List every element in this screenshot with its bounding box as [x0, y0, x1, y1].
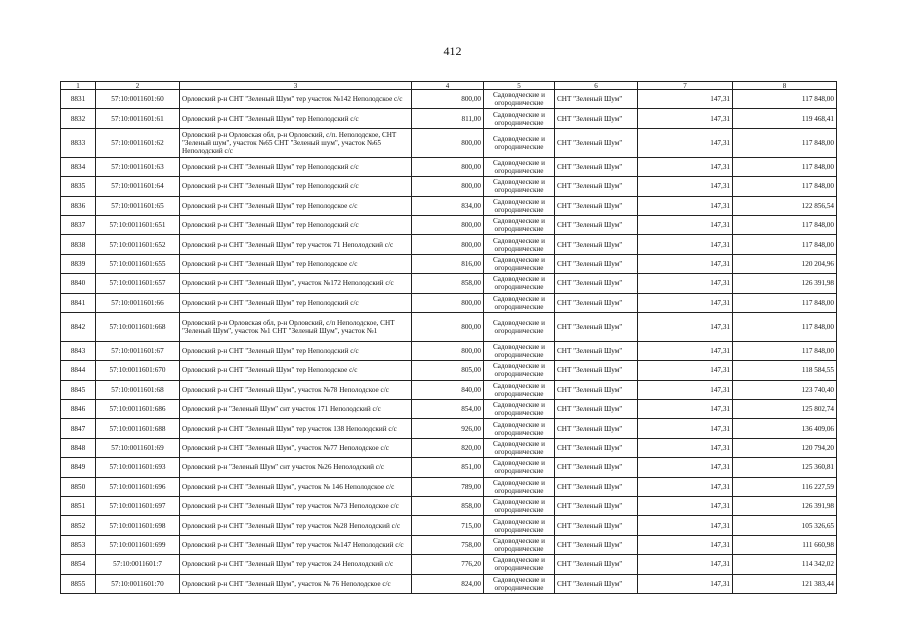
land-use-cell: Садоводческие и огороднические	[484, 128, 555, 157]
row-number-cell: 8844	[61, 361, 96, 380]
land-use-cell: Садоводческие и огороднические	[484, 477, 555, 496]
cadastral-value-cell: 118 584,55	[733, 361, 837, 380]
column-header: 3	[180, 82, 412, 90]
land-use-cell: Садоводческие и огороднические	[484, 196, 555, 215]
row-number-cell: 8833	[61, 128, 96, 157]
address-cell: Орловский р-н СНТ "Зеленый Шум" тер Неполодское с/с	[180, 196, 412, 215]
area-cell: 811,00	[412, 109, 484, 128]
cadastral-number-cell: 57:10:0011601:60	[96, 90, 180, 109]
land-use-cell: Садоводческие и огороднические	[484, 157, 555, 176]
cadastral-value-cell: 117 848,00	[733, 128, 837, 157]
cadastral-number-cell: 57:10:0011601:651	[96, 215, 180, 234]
page-number: 412	[443, 44, 462, 58]
owner-cell: СНТ "Зеленый Шум"	[555, 438, 638, 457]
row-number-cell: 8849	[61, 458, 96, 477]
land-use-cell: Садоводческие и огороднические	[484, 438, 555, 457]
row-number-cell: 8845	[61, 380, 96, 399]
rate-cell: 147,31	[638, 128, 733, 157]
cadastral-number-cell: 57:10:0011601:64	[96, 177, 180, 196]
owner-cell: СНТ "Зеленый Шум"	[555, 380, 638, 399]
cadastral-number-cell: 57:10:0011601:62	[96, 128, 180, 157]
area-cell: 840,00	[412, 380, 484, 399]
cadastral-number-cell: 57:10:0011601:68	[96, 380, 180, 399]
table-row	[61, 177, 837, 196]
address-cell: Орловский р-н СНТ "Зеленый Шум" тер участок №142 Неполодское с/с	[180, 90, 412, 109]
owner-cell: СНТ "Зеленый Шум"	[555, 458, 638, 477]
area-cell: 789,00	[412, 477, 484, 496]
cadastral-number-cell: 57:10:0011601:657	[96, 274, 180, 293]
table-row	[61, 341, 837, 360]
address-cell: Орловский р-н СНТ "Зеленый Шум" тер участок №73 Неполодское с/с	[180, 497, 412, 516]
land-use-cell: Садоводческие и огороднические	[484, 458, 555, 477]
cadastral-value-cell: 123 740,40	[733, 380, 837, 399]
registry-table	[60, 81, 837, 594]
cadastral-number-cell: 57:10:0011601:698	[96, 516, 180, 535]
cadastral-number-cell: 57:10:0011601:688	[96, 419, 180, 438]
table-row	[61, 274, 837, 293]
owner-cell: СНТ "Зеленый Шум"	[555, 361, 638, 380]
rate-cell: 147,31	[638, 497, 733, 516]
cadastral-number-cell: 57:10:0011601:693	[96, 458, 180, 477]
address-cell: Орловский р-н СНТ "Зеленый Шум" тер участок №28 Неполодский с/с	[180, 516, 412, 535]
column-header: 6	[555, 82, 638, 90]
table-row	[61, 555, 837, 574]
row-number-cell: 8847	[61, 419, 96, 438]
rate-cell: 147,31	[638, 109, 733, 128]
rate-cell: 147,31	[638, 312, 733, 341]
cadastral-number-cell: 57:10:0011601:63	[96, 157, 180, 176]
land-use-cell: Садоводческие и огороднические	[484, 177, 555, 196]
row-number-cell: 8838	[61, 235, 96, 254]
owner-cell: СНТ "Зеленый Шум"	[555, 293, 638, 312]
rate-cell: 147,31	[638, 380, 733, 399]
cadastral-number-cell: 57:10:0011601:696	[96, 477, 180, 496]
row-number-cell: 8846	[61, 400, 96, 419]
cadastral-value-cell: 117 848,00	[733, 177, 837, 196]
area-cell: 834,00	[412, 196, 484, 215]
land-use-cell: Садоводческие и огороднические	[484, 254, 555, 273]
row-number-cell: 8852	[61, 516, 96, 535]
rate-cell: 147,31	[638, 574, 733, 593]
row-number-cell: 8842	[61, 312, 96, 341]
cadastral-value-cell: 125 360,81	[733, 458, 837, 477]
owner-cell: СНТ "Зеленый Шум"	[555, 235, 638, 254]
rate-cell: 147,31	[638, 458, 733, 477]
rate-cell: 147,31	[638, 254, 733, 273]
table-row	[61, 254, 837, 273]
cadastral-number-cell: 57:10:0011601:67	[96, 341, 180, 360]
owner-cell: СНТ "Зеленый Шум"	[555, 419, 638, 438]
address-cell: Орловский р-н СНТ "Зеленый Шум", участок №77 Неполодское с/с	[180, 438, 412, 457]
land-use-cell: Садоводческие и огороднические	[484, 215, 555, 234]
cadastral-number-cell: 57:10:0011601:7	[96, 555, 180, 574]
cadastral-value-cell: 122 856,54	[733, 196, 837, 215]
table-row	[61, 477, 837, 496]
cadastral-value-cell: 120 794,20	[733, 438, 837, 457]
area-cell: 858,00	[412, 497, 484, 516]
land-use-cell: Садоводческие и огороднические	[484, 293, 555, 312]
table-row	[61, 215, 837, 234]
rate-cell: 147,31	[638, 177, 733, 196]
row-number-cell: 8848	[61, 438, 96, 457]
row-number-cell: 8836	[61, 196, 96, 215]
land-use-cell: Садоводческие и огороднические	[484, 380, 555, 399]
table-row	[61, 516, 837, 535]
cadastral-number-cell: 57:10:0011601:699	[96, 535, 180, 554]
cadastral-number-cell: 57:10:0011601:65	[96, 196, 180, 215]
cadastral-value-cell: 117 848,00	[733, 215, 837, 234]
land-use-cell: Садоводческие и огороднические	[484, 341, 555, 360]
area-cell: 800,00	[412, 215, 484, 234]
address-cell: Орловский р-н СНТ "Зеленый Шум" тер Неполодский с/с	[180, 109, 412, 128]
address-cell: Орловский р-н СНТ "Зеленый Шум" тер Неполодский с/с	[180, 157, 412, 176]
cadastral-number-cell: 57:10:0011601:686	[96, 400, 180, 419]
row-number-cell: 8843	[61, 341, 96, 360]
address-cell: Орловский р-н СНТ "Зеленый Шум", участок № 76 Неполодское с/с	[180, 574, 412, 593]
owner-cell: СНТ "Зеленый Шум"	[555, 177, 638, 196]
row-number-cell: 8855	[61, 574, 96, 593]
row-number-cell: 8831	[61, 90, 96, 109]
rate-cell: 147,31	[638, 341, 733, 360]
owner-cell: СНТ "Зеленый Шум"	[555, 341, 638, 360]
land-use-cell: Садоводческие и огороднические	[484, 497, 555, 516]
row-number-cell: 8837	[61, 215, 96, 234]
rate-cell: 147,31	[638, 157, 733, 176]
table-row	[61, 235, 837, 254]
land-use-cell: Садоводческие и огороднические	[484, 90, 555, 109]
owner-cell: СНТ "Зеленый Шум"	[555, 128, 638, 157]
area-cell: 816,00	[412, 254, 484, 273]
table-row	[61, 535, 837, 554]
owner-cell: СНТ "Зеленый Шум"	[555, 274, 638, 293]
rate-cell: 147,31	[638, 555, 733, 574]
land-use-cell: Садоводческие и огороднические	[484, 109, 555, 128]
cadastral-value-cell: 117 848,00	[733, 312, 837, 341]
table-row	[61, 574, 837, 593]
table-row	[61, 293, 837, 312]
land-use-cell: Садоводческие и огороднические	[484, 419, 555, 438]
cadastral-number-cell: 57:10:0011601:652	[96, 235, 180, 254]
owner-cell: СНТ "Зеленый Шум"	[555, 157, 638, 176]
area-cell: 800,00	[412, 293, 484, 312]
table-row	[61, 157, 837, 176]
address-cell: Орловский р-н СНТ "Зеленый Шум" тер Неполодское с/с	[180, 254, 412, 273]
table-row	[61, 312, 837, 341]
area-cell: 800,00	[412, 235, 484, 254]
area-cell: 758,00	[412, 535, 484, 554]
address-cell: Орловский р-н "Зеленый Шум" снт участок №26 Неполодский с/с	[180, 458, 412, 477]
land-use-cell: Садоводческие и огороднические	[484, 516, 555, 535]
row-number-cell: 8839	[61, 254, 96, 273]
rate-cell: 147,31	[638, 400, 733, 419]
owner-cell: СНТ "Зеленый Шум"	[555, 254, 638, 273]
row-number-cell: 8834	[61, 157, 96, 176]
rate-cell: 147,31	[638, 419, 733, 438]
cadastral-value-cell: 117 848,00	[733, 341, 837, 360]
area-cell: 926,00	[412, 419, 484, 438]
table-row	[61, 419, 837, 438]
rate-cell: 147,31	[638, 90, 733, 109]
table-row	[61, 400, 837, 419]
rate-cell: 147,31	[638, 215, 733, 234]
address-cell: Орловский р-н СНТ "Зеленый Шум" тер участок №147 Неполодский с/с	[180, 535, 412, 554]
cadastral-number-cell: 57:10:0011601:668	[96, 312, 180, 341]
land-use-cell: Садоводческие и огороднические	[484, 312, 555, 341]
rate-cell: 147,31	[638, 361, 733, 380]
cadastral-number-cell: 57:10:0011601:66	[96, 293, 180, 312]
column-header: 4	[412, 82, 484, 90]
address-cell: Орловский р-н СНТ "Зеленый Шум" тер Неполодский с/с	[180, 215, 412, 234]
table-row	[61, 196, 837, 215]
table-row	[61, 458, 837, 477]
table-row	[61, 109, 837, 128]
area-cell: 824,00	[412, 574, 484, 593]
owner-cell: СНТ "Зеленый Шум"	[555, 497, 638, 516]
owner-cell: СНТ "Зеленый Шум"	[555, 90, 638, 109]
cadastral-value-cell: 117 848,00	[733, 293, 837, 312]
cadastral-value-cell: 121 383,44	[733, 574, 837, 593]
address-cell: Орловский р-н СНТ "Зеленый Шум", участок №172 Неполодский с/с	[180, 274, 412, 293]
land-use-cell: Садоводческие и огороднические	[484, 535, 555, 554]
cadastral-number-cell: 57:10:0011601:670	[96, 361, 180, 380]
row-number-cell: 8835	[61, 177, 96, 196]
table-row	[61, 361, 837, 380]
owner-cell: СНТ "Зеленый Шум"	[555, 400, 638, 419]
row-number-cell: 8850	[61, 477, 96, 496]
table-row	[61, 497, 837, 516]
cadastral-value-cell: 116 227,59	[733, 477, 837, 496]
table-row	[61, 438, 837, 457]
table-row	[61, 90, 837, 109]
cadastral-value-cell: 105 326,65	[733, 516, 837, 535]
address-cell: Орловский р-н СНТ "Зеленый Шум" тер Неполодский с/с	[180, 293, 412, 312]
address-cell: Орловский р-н СНТ "Зеленый Шум" тер Неполодское с/с	[180, 361, 412, 380]
area-cell: 715,00	[412, 516, 484, 535]
owner-cell: СНТ "Зеленый Шум"	[555, 574, 638, 593]
area-cell: 800,00	[412, 90, 484, 109]
address-cell: Орловский р-н Орловская обл, р-н Орловский, с/п. Неполодское, СНТ "Зеленый шум", участок №65 СНТ "Зеленый шум", участок №65 Неполодский с/с	[180, 128, 412, 157]
column-header: 8	[733, 82, 837, 90]
area-cell: 851,00	[412, 458, 484, 477]
cadastral-value-cell: 114 342,02	[733, 555, 837, 574]
rate-cell: 147,31	[638, 235, 733, 254]
land-use-cell: Садоводческие и огороднические	[484, 574, 555, 593]
column-header: 2	[96, 82, 180, 90]
area-cell: 820,00	[412, 438, 484, 457]
row-number-cell: 8851	[61, 497, 96, 516]
row-number-cell: 8853	[61, 535, 96, 554]
area-cell: 800,00	[412, 128, 484, 157]
owner-cell: СНТ "Зеленый Шум"	[555, 555, 638, 574]
row-number-cell: 8841	[61, 293, 96, 312]
owner-cell: СНТ "Зеленый Шум"	[555, 477, 638, 496]
row-number-cell: 8840	[61, 274, 96, 293]
column-header: 5	[484, 82, 555, 90]
cadastral-number-cell: 57:10:0011601:61	[96, 109, 180, 128]
area-cell: 800,00	[412, 157, 484, 176]
cadastral-value-cell: 125 802,74	[733, 400, 837, 419]
land-use-cell: Садоводческие и огороднические	[484, 361, 555, 380]
cadastral-number-cell: 57:10:0011601:697	[96, 497, 180, 516]
owner-cell: СНТ "Зеленый Шум"	[555, 516, 638, 535]
address-cell: Орловский р-н СНТ "Зеленый Шум" тер участок 24 Неполодский с/с	[180, 555, 412, 574]
land-use-cell: Садоводческие и огороднические	[484, 235, 555, 254]
area-cell: 776,20	[412, 555, 484, 574]
column-header: 7	[638, 82, 733, 90]
owner-cell: СНТ "Зеленый Шум"	[555, 109, 638, 128]
area-cell: 800,00	[412, 341, 484, 360]
owner-cell: СНТ "Зеленый Шум"	[555, 196, 638, 215]
rate-cell: 147,31	[638, 438, 733, 457]
rate-cell: 147,31	[638, 293, 733, 312]
address-cell: Орловский р-н СНТ "Зеленый Шум" тер Неполодский с/с	[180, 177, 412, 196]
address-cell: Орловский р-н "Зеленый Шум" снт участок 171 Неполодский с/с	[180, 400, 412, 419]
row-number-cell: 8854	[61, 555, 96, 574]
column-number-header-row	[61, 82, 837, 90]
area-cell: 854,00	[412, 400, 484, 419]
cadastral-number-cell: 57:10:0011601:655	[96, 254, 180, 273]
land-use-cell: Садоводческие и огороднические	[484, 274, 555, 293]
cadastral-number-cell: 57:10:0011601:69	[96, 438, 180, 457]
address-cell: Орловский р-н Орловская обл, р-н Орловский, с/п Неполодское, СНТ "Зеленый Шум", участок №1 СНТ "Зеленый Шум", участок №1	[180, 312, 412, 341]
owner-cell: СНТ "Зеленый Шум"	[555, 535, 638, 554]
rate-cell: 147,31	[638, 196, 733, 215]
table-row	[61, 380, 837, 399]
row-number-cell: 8832	[61, 109, 96, 128]
land-use-cell: Садоводческие и огороднические	[484, 400, 555, 419]
owner-cell: СНТ "Зеленый Шум"	[555, 312, 638, 341]
address-cell: Орловский р-н СНТ "Зеленый Шум" тер участок 138 Неполодский с/с	[180, 419, 412, 438]
rate-cell: 147,31	[638, 274, 733, 293]
rate-cell: 147,31	[638, 477, 733, 496]
cadastral-value-cell: 117 848,00	[733, 235, 837, 254]
land-use-cell: Садоводческие и огороднические	[484, 555, 555, 574]
cadastral-value-cell: 136 409,06	[733, 419, 837, 438]
area-cell: 800,00	[412, 177, 484, 196]
cadastral-number-cell: 57:10:0011601:70	[96, 574, 180, 593]
address-cell: Орловский р-н СНТ "Зеленый Шум" тер Неполодский с/с	[180, 341, 412, 360]
area-cell: 800,00	[412, 312, 484, 341]
area-cell: 858,00	[412, 274, 484, 293]
address-cell: Орловский р-н СНТ "Зеленый Шум" тер участок 71 Неполодский с/с	[180, 235, 412, 254]
cadastral-value-cell: 117 848,00	[733, 157, 837, 176]
owner-cell: СНТ "Зеленый Шум"	[555, 215, 638, 234]
table-row	[61, 128, 837, 157]
cadastral-value-cell: 126 391,98	[733, 274, 837, 293]
column-header: 1	[61, 82, 96, 90]
cadastral-value-cell: 120 204,96	[733, 254, 837, 273]
rate-cell: 147,31	[638, 516, 733, 535]
address-cell: Орловский р-н СНТ "Зеленый Шум", участок №78 Неполодское с/с	[180, 380, 412, 399]
cadastral-value-cell: 111 660,98	[733, 535, 837, 554]
area-cell: 805,00	[412, 361, 484, 380]
address-cell: Орловский р-н СНТ "Зеленый Шум", участок № 146 Неполодское с/с	[180, 477, 412, 496]
cadastral-value-cell: 126 391,98	[733, 497, 837, 516]
cadastral-value-cell: 117 848,00	[733, 90, 837, 109]
cadastral-value-cell: 119 468,41	[733, 109, 837, 128]
rate-cell: 147,31	[638, 535, 733, 554]
